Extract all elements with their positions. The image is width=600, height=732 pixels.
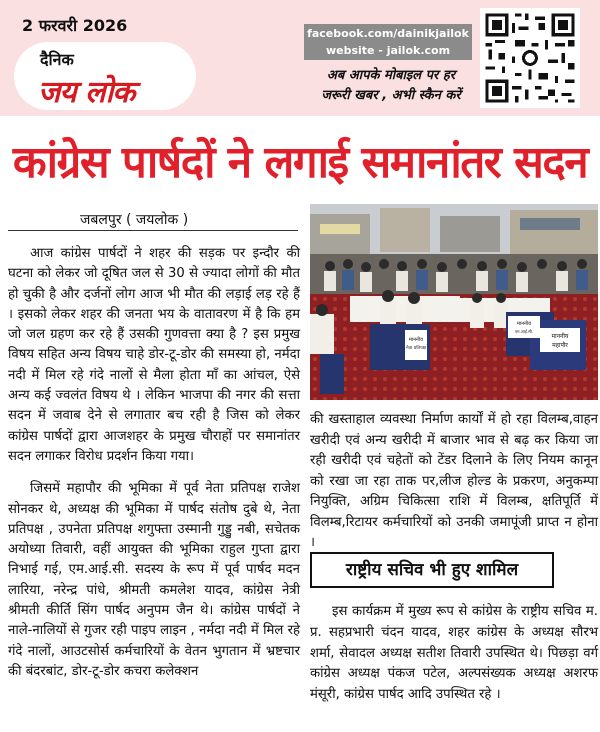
svg-text:नेता प्रतिपक्ष: नेता प्रतिपक्ष xyxy=(406,346,426,351)
subheading: राष्ट्रीय सचिव भी हुए शामिल xyxy=(310,552,554,588)
article-column-right-lower xyxy=(310,602,598,706)
protest-photo-illustration xyxy=(310,204,598,400)
paragraph-2: जिसमें महापौर की भूमिका में पूर्व नेता प्रतिपक्ष राजेश सोनकर थे, अध्यक्ष की भूमिका में पार्षद संतोष दुबे थे, नेता प्रतिपक्ष , उपनेता प्रतिपक्ष शगुफ्ता उस्मानी गुड्डु नबी, सचेतक अयोध्या तिवारी, वहीं आयुक्त की भूमिका राहुल गुप्ता द्वारा निभाई गई, एम.आई.सी. सदस्य के रूप में पूर्व पार्षद मदन लारिया, नरेन्द्र पांधे, श्रीमती कमलेश यादव, कांग्रेस नेत्री श्रीमती कीर्ति सिंग पार्षद अनुपम जैन थे। कांग्रेस पार्षदों ने नाले-नालियों से गुजर रही पाइप लाइन , नर्मदा नदी में मिल रहे गंदे नालों, आउटसोर्स कर्मचारियों के वेतन भुगतान में भ्रष्टचार की बंदरबांट, डोर-टू-डोर कचरा कलेक्शन xyxy=(8,481,300,679)
logo-wordmark: जय लोक xyxy=(38,75,135,110)
desk-sign-text-1: माननीय xyxy=(551,333,569,340)
article-column-left xyxy=(8,244,300,694)
issue-date: 2 फरवरी 2026 xyxy=(22,16,128,35)
facebook-link[interactable]: facebook.com/dainikjailok xyxy=(307,27,469,40)
scan-promo xyxy=(300,66,482,106)
promo-line-2: जरूरी खबर , अभी स्कैन करें xyxy=(321,88,461,103)
qr-code-icon[interactable] xyxy=(480,8,580,108)
social-links-box xyxy=(304,24,472,60)
svg-text:महापौर: महापौर xyxy=(552,342,568,349)
paragraph-1: आज कांग्रेस पार्षदों ने शहर की सड़क पर इन्दौर की घटना को लेकर जो दूषित जल से 30 से ज्यादा लोगों की मौत हो चुकी है और दर्जनों लोग आज भी मौत की लड़ाई लड़ रहे हैं । इसको लेकर शहर की जनता भय के वातावरण में है कि हम जो जल ग्रहण कर रहे हैं उसकी गुणवत्ता क्या है ? इस प्रमुख विषय सहित अन्य विषय चाहे डोर-टू-डोर की समस्या हो, नर्मदा नदी में मिल रहे गंदे नालों से मैला होता माँ का आंचल, ऐसे अन्य कई ज्वलंत विषय थे । लेकिन भाजपा की नगर की सत्ता सदन में जवाब देने से लगातार बच रही है जिस को लेकर कांग्रेस पार्षदों द्वारा आजशहर के प्रमुख चौराहों पर समानांतर सदन लगाकर विरोध प्रदर्शन किया गया। xyxy=(8,246,300,464)
logo-small-text: दैनिक xyxy=(40,50,74,69)
divider xyxy=(8,230,298,231)
promo-line-1: अब आपके मोबाइल पर हर xyxy=(326,68,456,83)
dateline: जबलपुर ( जयलोक ) xyxy=(80,212,189,228)
svg-text:माननीय: माननीय xyxy=(516,321,532,327)
page-title: कांग्रेस पार्षदों ने लगाई समानांतर सदन xyxy=(12,137,588,188)
desk-sign-text-2: माननीय xyxy=(408,337,424,343)
website-link[interactable]: website - jailok.com xyxy=(325,44,451,57)
paragraph-4: इस कार्यक्रम में मुख्य रूप से कांग्रेस के राष्ट्रीय सचिव म. प्र. सहप्रभारी चंदन यादव, शहर कांग्रेस के अध्यक्ष सौरभ शर्मा, सेवादल अध्यक्ष सतीश तिवारी उपस्थित थे। पिछड़ा वर्ग कांग्रेस अध्यक्ष पंकज पटेल, अल्पसंख्यक अध्यक्ष अशरफ मंसूरी, कांग्रेस पार्षद आदि उपस्थित रहे । xyxy=(310,604,598,703)
news-photo xyxy=(310,204,598,400)
svg-text:एम.आई.सी.: एम.आई.सी. xyxy=(514,329,534,334)
article-column-right: की खस्ताहाल व्यवस्था निर्माण कार्यों में हो रहा विलम्ब,वाहन खरीदी एवं अन्य खरीदी में बाजार भाव से बढ़ कर किया जा रही खरीदी एवं चहेतों को टेंडर दिलाने के लिए नियम कानून को रखा जा रहा ताक पर,लीज होल्ड के प्रकरण, अनुकम्पा नियुक्ति, अग्रिम चिकित्सा राशि में विलम्ब, क्षतिपूर्ति में विलम्ब,रिटायर कर्मचारियों को उनकी जमापूंजी प्राप्त न होना । xyxy=(310,412,598,550)
